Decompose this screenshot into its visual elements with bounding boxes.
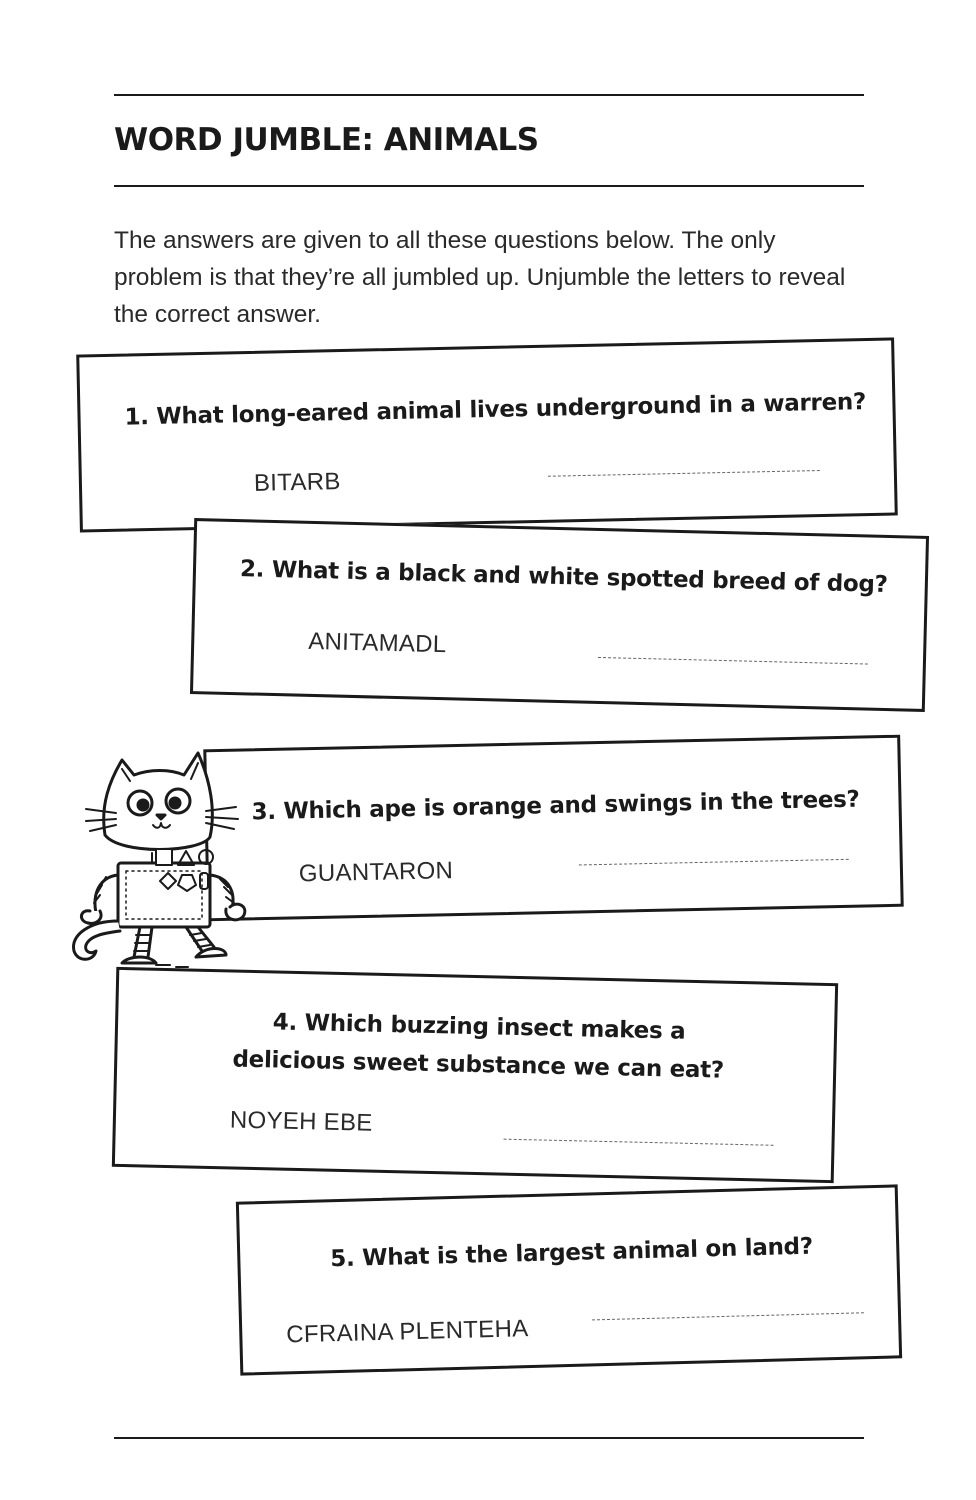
question-text: 2. What is a black and white spotted breed of dog?: [239, 556, 888, 599]
answer-line[interactable]: [504, 1139, 774, 1146]
jumbled-word: GUANTARON: [298, 857, 454, 888]
top-rule: [114, 94, 864, 96]
robot-cat-illustration: [60, 725, 270, 975]
question-text: 1. What long-eared animal lives underground in a warren?: [124, 389, 867, 431]
answer-line[interactable]: [592, 1312, 864, 1320]
jumbled-word: ANITAMADL: [307, 627, 447, 659]
question-card-2: [190, 518, 929, 712]
question-text: 5. What is the largest animal on land?: [330, 1233, 814, 1273]
question-card-1: [76, 337, 898, 532]
question-card-5: [236, 1184, 902, 1375]
answer-line[interactable]: [579, 859, 849, 866]
instructions: The answers are given to all these questions below. The only problem is that they’re all jumbled up. Unjumble the letters to reveal the correct answer.: [114, 227, 846, 328]
answer-line[interactable]: [598, 657, 868, 665]
page-title: WORD JUMBLE: ANIMALS: [114, 122, 539, 158]
title-rule: [114, 185, 864, 187]
question-text: 3. Which ape is orange and swings in the trees?: [251, 786, 860, 826]
jumbled-word: CFRAINA PLENTEHA: [285, 1315, 529, 1349]
question-card-4: [112, 967, 838, 1183]
jumbled-word: BITARB: [253, 468, 341, 497]
answer-line[interactable]: [548, 470, 820, 477]
question-text: 4. Which buzzing insect makes a delicious sweet substance we can eat?: [232, 1009, 725, 1084]
question-card-3: [203, 735, 903, 922]
jumbled-word: NOYEH EBE: [229, 1106, 373, 1137]
bottom-rule: [114, 1437, 864, 1439]
